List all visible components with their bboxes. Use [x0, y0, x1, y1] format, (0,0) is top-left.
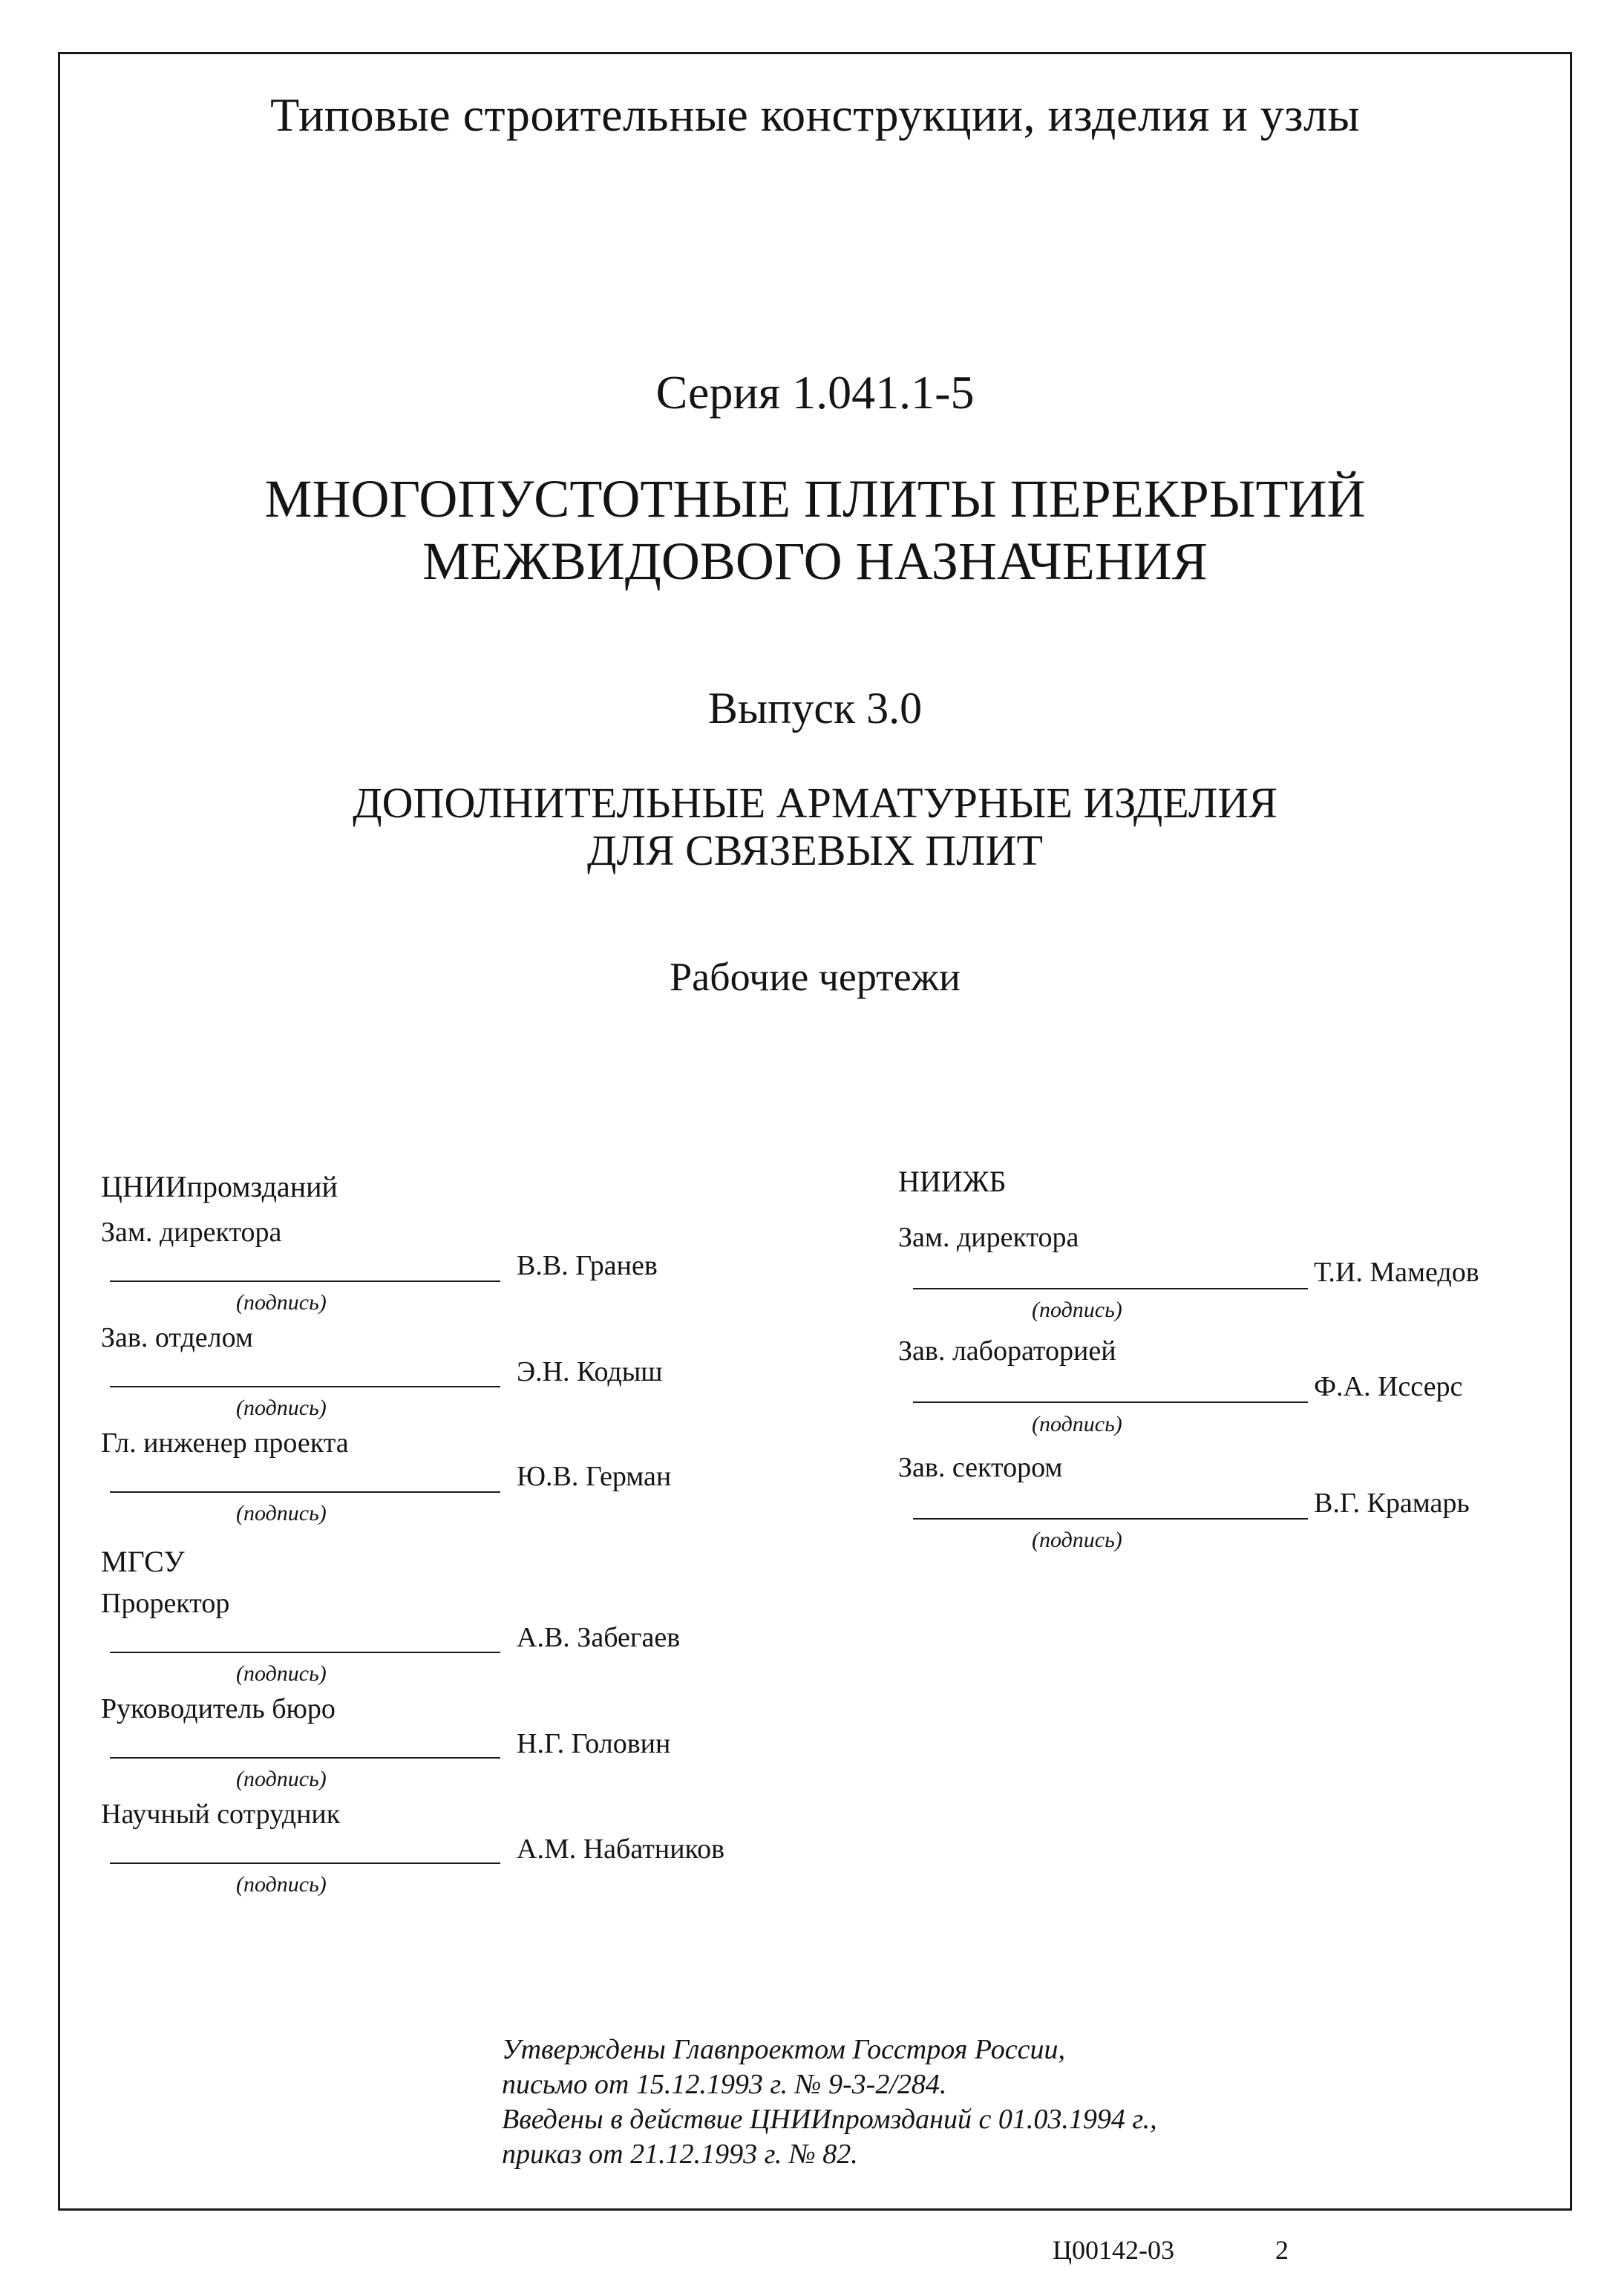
- subtitle-line-2: ДЛЯ СВЯЗЕВЫХ ПЛИТ: [587, 826, 1043, 874]
- signer-name: В.Г. Крамарь: [1314, 1488, 1470, 1519]
- signature-line: [110, 1491, 500, 1493]
- signature-line: [913, 1402, 1308, 1403]
- signature-caption: (подпись): [236, 1396, 327, 1420]
- signer-name: В.В. Гранев: [517, 1250, 658, 1281]
- org-tsniipromzdaniy: ЦНИИпромзданий: [101, 1170, 338, 1203]
- signature-line: [110, 1386, 500, 1387]
- signer-role: Зам. директора: [101, 1217, 282, 1248]
- signer-role: Научный сотрудник: [101, 1799, 341, 1830]
- signature-caption: (подпись): [236, 1872, 327, 1897]
- signer-name: А.В. Забегаев: [517, 1622, 681, 1653]
- signer-name: А.М. Набатников: [517, 1834, 725, 1865]
- document-subtitle: [58, 779, 1572, 874]
- document-code: Ц00142-03: [1053, 2235, 1174, 2265]
- subtitle-line-1: ДОПОЛНИТЕЛЬНЫЕ АРМАТУРНЫЕ ИЗДЕЛИЯ: [353, 779, 1277, 827]
- approval-line-3: Введены в действие ЦНИИпромзданий с 01.03.1994 г.,: [502, 2104, 1157, 2135]
- signer-role: Зам. директора: [898, 1222, 1079, 1253]
- title-line-1: МНОГОПУСТОТНЫЕ ПЛИТЫ ПЕРЕКРЫТИЙ: [264, 469, 1366, 529]
- signer-name: Ю.В. Герман: [517, 1461, 672, 1492]
- signer-name: Ф.А. Иссерс: [1314, 1371, 1463, 1402]
- signature-line: [913, 1518, 1308, 1520]
- signature-caption: (подпись): [236, 1661, 327, 1686]
- signer-role: Гл. инженер проекта: [101, 1427, 349, 1459]
- signature-caption: (подпись): [1032, 1528, 1122, 1552]
- org-mgsu: МГСУ: [101, 1545, 185, 1578]
- signer-role: Зав. отделом: [101, 1322, 253, 1353]
- series-number: Серия 1.041.1-5: [655, 366, 975, 419]
- signature-line: [913, 1288, 1308, 1289]
- signature-line: [110, 1757, 500, 1759]
- document-title: [58, 468, 1572, 592]
- approval-line-1: Утверждены Главпроектом Госстроя России,: [502, 2034, 1065, 2065]
- org-niizhb: НИИЖБ: [898, 1165, 1007, 1198]
- approval-line-4: приказ от 21.12.1993 г. № 82.: [502, 2139, 858, 2170]
- signature-line: [110, 1862, 500, 1864]
- signer-name: Н.Г. Головин: [517, 1728, 671, 1759]
- signature-caption: (подпись): [236, 1501, 327, 1525]
- title-line-2: МЕЖВИДОВОГО НАЗНАЧЕНИЯ: [422, 532, 1208, 591]
- signature-caption: (подпись): [236, 1290, 327, 1315]
- signature-caption: (подпись): [1032, 1412, 1122, 1436]
- page-number: 2: [1275, 2235, 1289, 2265]
- document-kind: Рабочие чертежи: [670, 955, 961, 999]
- signature-caption: (подпись): [236, 1767, 327, 1791]
- signer-role: Зав. сектором: [898, 1452, 1063, 1483]
- signer-role: Зав. лабораторией: [898, 1335, 1116, 1367]
- signature-line: [110, 1281, 500, 1282]
- signature-line: [110, 1652, 500, 1653]
- approval-note: [502, 2032, 1157, 2172]
- signer-name: Э.Н. Кодыш: [517, 1356, 663, 1387]
- signature-caption: (подпись): [1032, 1298, 1122, 1322]
- signer-name: Т.И. Мамедов: [1314, 1257, 1479, 1288]
- approval-line-2: письмо от 15.12.1993 г. № 9-3-2/284.: [502, 2069, 947, 2100]
- signer-role: Проректор: [101, 1588, 230, 1619]
- issue-number: Выпуск 3.0: [707, 684, 923, 733]
- signer-role: Руководитель бюро: [101, 1693, 336, 1724]
- document-header: Типовые строительные конструкции, изделия и узлы: [270, 88, 1360, 141]
